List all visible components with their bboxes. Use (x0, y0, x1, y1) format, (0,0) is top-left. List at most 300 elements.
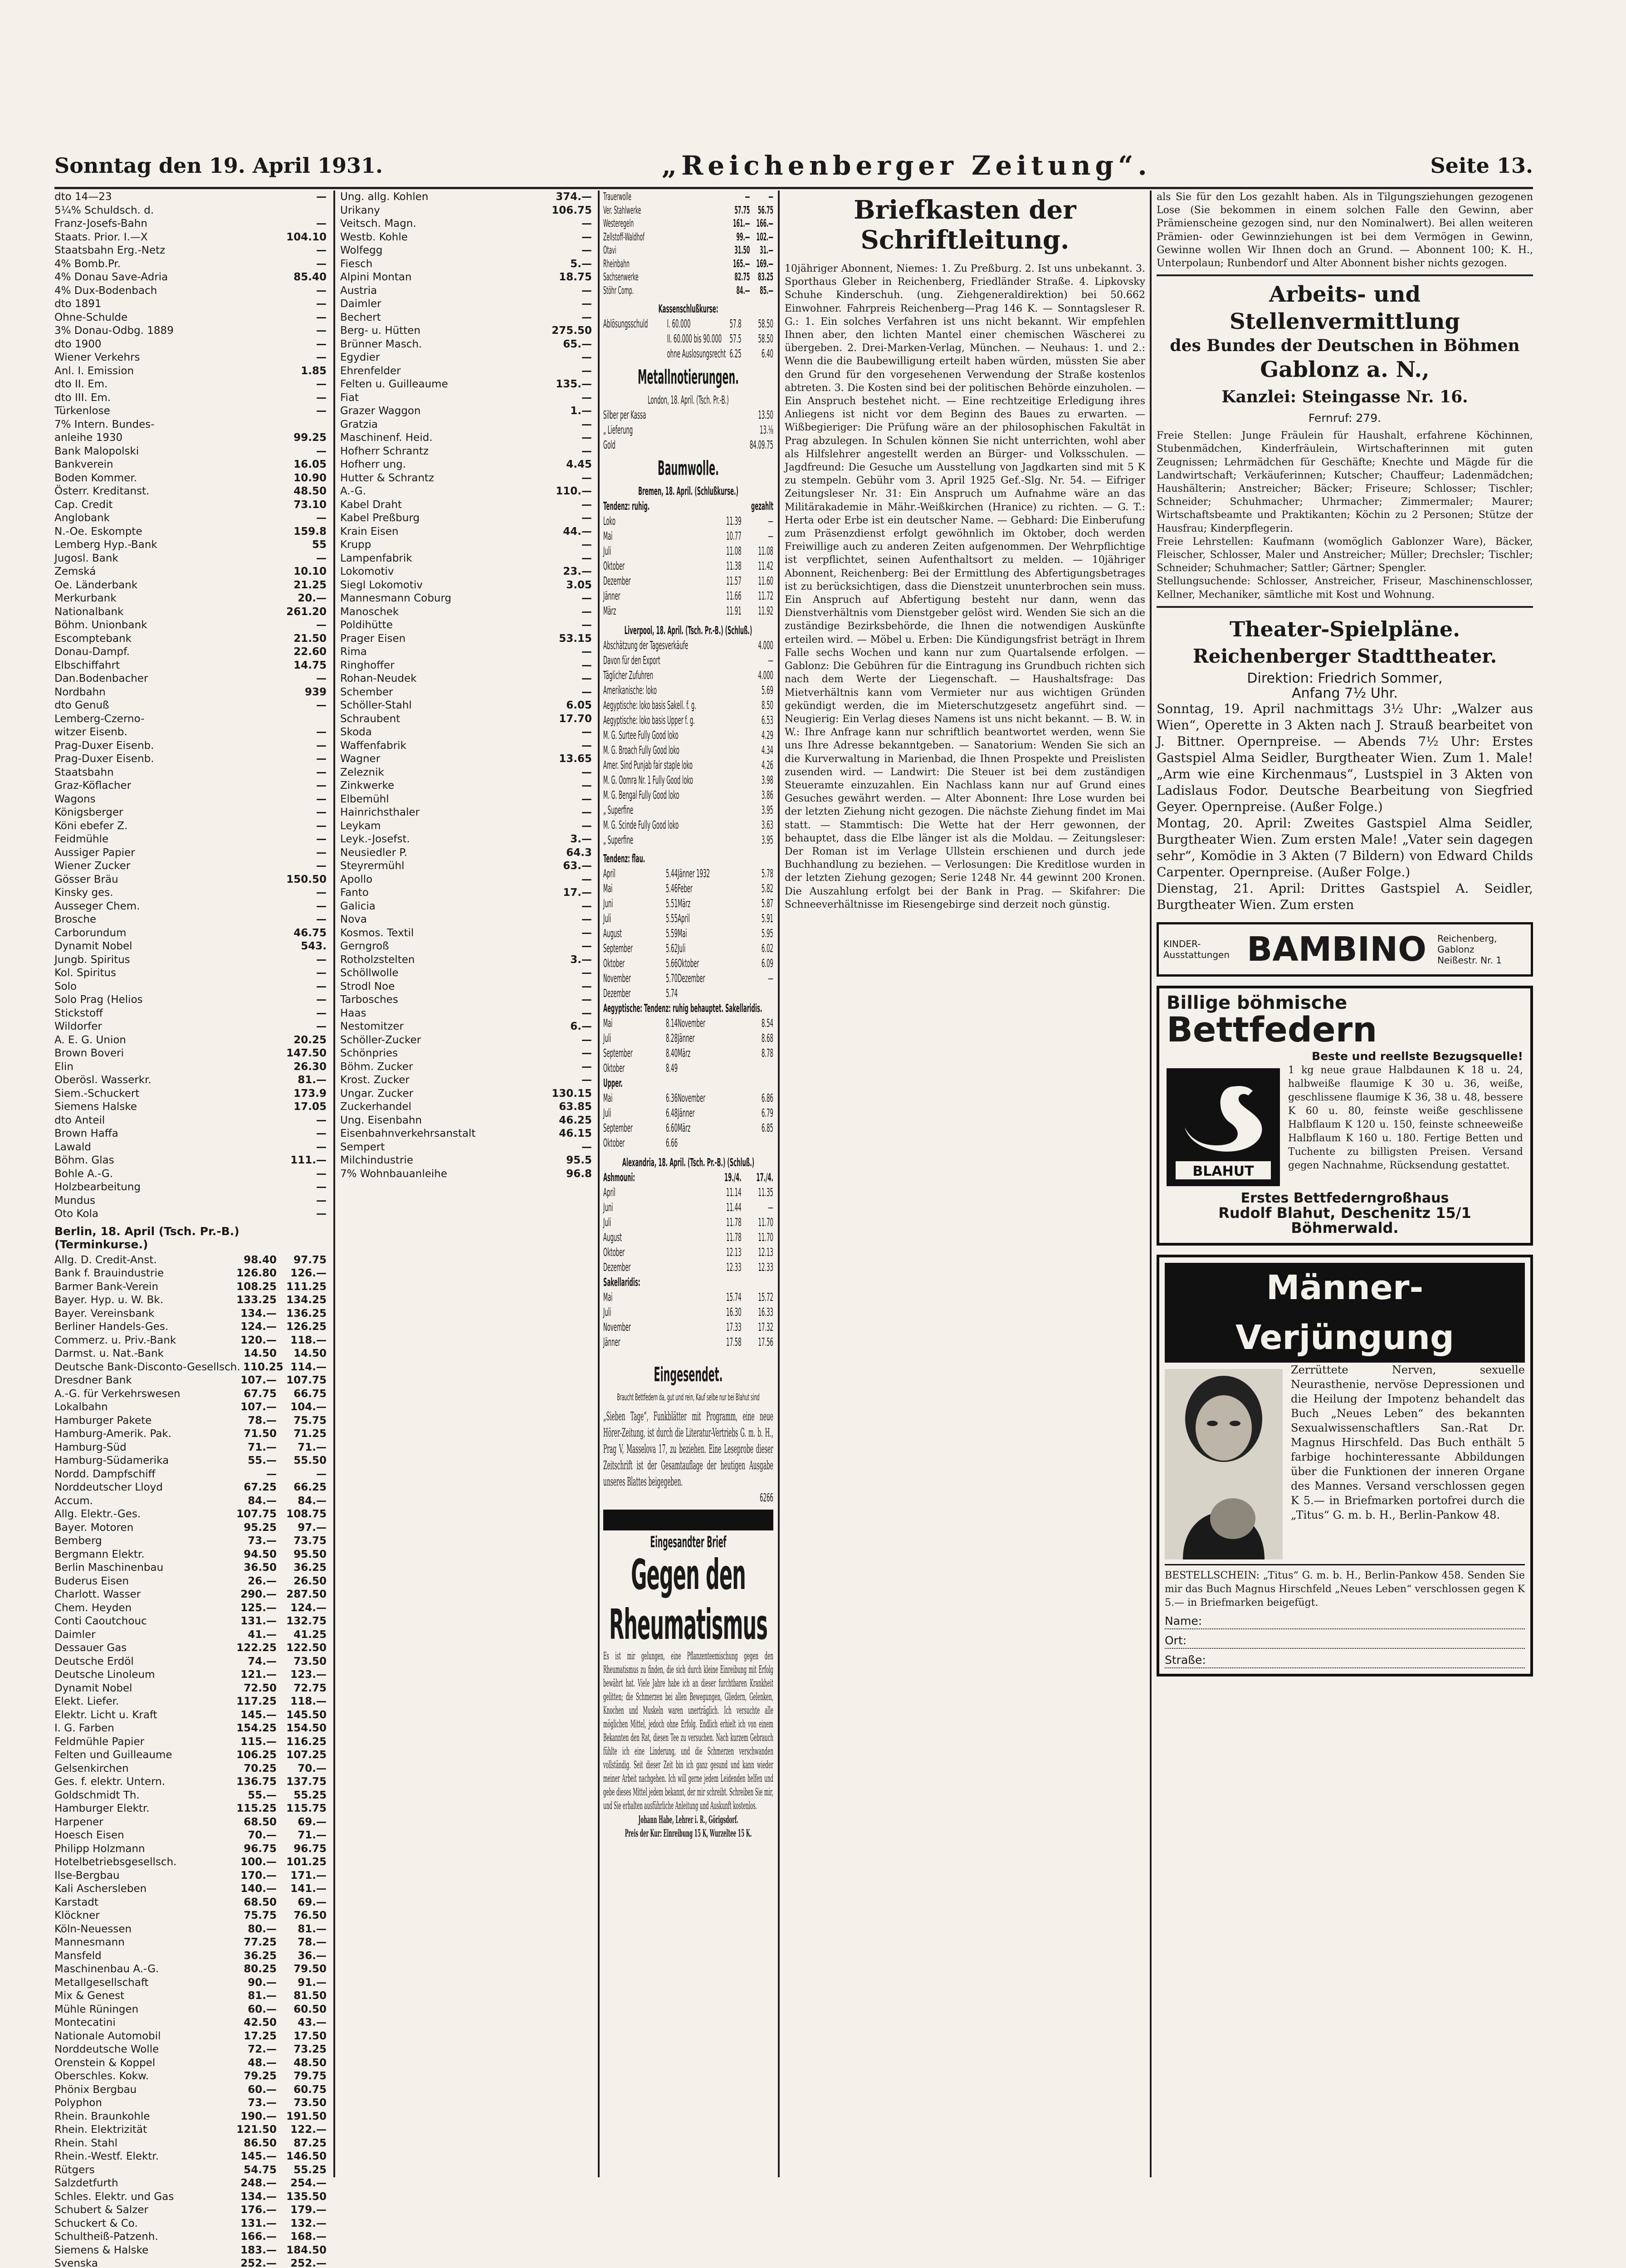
quote-value: — (542, 284, 592, 298)
quote-value: 90.— (227, 1976, 277, 1990)
quote-value: 69.— (277, 1896, 327, 1910)
quote-name: Zinkwerke (340, 779, 542, 793)
quote-row (54, 2016, 327, 2030)
quote-name: Brosche (54, 913, 277, 927)
quote-row (54, 1709, 327, 1722)
metall-title: Metallnotierungen. (603, 366, 773, 389)
quote-row (54, 1775, 327, 1789)
quote-value: März (678, 896, 742, 911)
quote-row (54, 2003, 327, 2017)
quote-value: 5.70 (646, 971, 678, 986)
quote-name: dto 14—23 (54, 191, 277, 204)
quote-row (603, 698, 773, 713)
quote-value: — (277, 1207, 327, 1221)
quote-value: — (542, 552, 592, 566)
quote-name: Carborundum (54, 927, 277, 940)
swan-label: BLAHUT (1167, 1163, 1280, 1179)
quote-name: Sempert (340, 1141, 542, 1154)
quote-value: — (277, 512, 327, 525)
quote-row (54, 793, 327, 807)
quote-value: 104.10 (277, 231, 327, 244)
quote-name: Österr. Kreditanst. (54, 485, 277, 499)
quote-name: Aussiger Papier (54, 846, 277, 860)
quote-row (54, 191, 327, 204)
quote-name: Neusiedler P. (340, 846, 542, 860)
quote-name: Milchindustrie (340, 1154, 542, 1168)
form-strasse-field[interactable]: Straße: (1165, 1652, 1525, 1668)
quote-value: 17.58 (709, 1334, 741, 1349)
quote-value: 3.86 (742, 787, 773, 802)
quote-value: 107.25 (277, 1749, 327, 1762)
quote-name: Strodl Noe (340, 980, 542, 994)
quote-name: Rohan-Neudek (340, 672, 542, 686)
quote-value: 134.— (227, 1307, 277, 1321)
quote-value (742, 986, 773, 1001)
quote-row (603, 758, 773, 772)
quote-value: 135.— (542, 378, 592, 391)
quote-row (54, 1495, 327, 1508)
quote-value: 55 (277, 538, 327, 552)
quote-row (54, 686, 327, 699)
quote-name: Rhein. Elektrizität (54, 2123, 227, 2137)
quote-row (54, 204, 327, 218)
bremen-head-b: gezahlt (742, 499, 773, 513)
quote-value: 71.50 (227, 1427, 277, 1441)
quote-name: dto 1900 (54, 338, 277, 352)
quote-row (340, 686, 592, 699)
masthead: „Reichenberger Zeitung“. (662, 150, 1152, 181)
quote-value: 136.75 (227, 1775, 277, 1789)
briefkasten-body: 10jähriger Abonnent, Niemes: 1. Zu Preßburg. 2. Ist uns unbekannt. 3. Sporthaus Gleber in Reichenberg, Friedländer Straße. 4. Lipkovsky Schuhe Kinderschuh. (ung. Ziehgeneraldirektion) bei 50.662 Einwohner. Fahrpreis Reichenberg—Prag 146 K. — Sonntagsleser R. G.: 1. Ein solches Verfahren ist uns nicht bekannt. Wir empfehlen Ihnen aber, den lichten Mantel einer chemischen Wäscherei zu übergeben. 2. Drei-Marken-Verlag, München. — Neuhaus: 1. und 2.: Wenn die die Baubewilligung erteilt haben würden, müssten Sie aber den Grund für den vorgesehenen Verwendung der Straße kostenlos abtreten. 3. Die Kosten sind bei der politischen Behörde einzuholen. — Ein Anspruch bestehet nicht. — Eine rechtzeitige Erledigung ihres Anliegens ist nicht vor dem Beginn des Baues zu erwarten. — Wißbegieriger: Die Prüfung wäre an der philosophischen Fakultät in Prag abzulegen. In Schulen können Sie nicht unterrichten, wohl aber als Hilfslehrer angestellt werden an Bürger- und Volksschulen. — Jagdfreund: Die Gesuche um Ausstellung von Jagdkarten sind mit 5 K zu stempeln. Gebühr vom 3. April 1925 Gef.-Slg. Nr. 54. — Eifriger Zeitungsleser Nr. 31: Ein Anspruch um Aufnahme wäre an das Militärakademie in Mähr.-Weißkirchen (Hranice) zu richten. — G. T.: Herta oder Erbe ist ein deutscher Name. — Gebhard: Die Einberufung zum Präsenzdienst erfolgt gewöhnlich im Oktober, doch werden Freiwillige auch zu anderen Zeiten aufgenommen. Der Wehrpflichtige ist verpflichtet, seinen Aufenthaltsort zu melden. — 10jähriger Abonnent, Reichenberg: Bei der Ermittlung des Abfertigungsbetrages ist zu berücksichtigen, dass die Dienstzeit ununterbrochen sein muss. Ein Anspruch auf Abfertigung besteht nur dann, wenn das Dienstverhältnis vom Dienstgeber gelöst wird. Wenden Sie sich an die zuständige Bezirksbehörde, die Ihnen die notwendigen Auskünfte erteilen wird. — Möbel u. Erben: Die Kündigungsfrist beträgt in Ihrem Falle sechs Wochen und kann nur zum Quartalsende erfolgen. — Gablonz: Die Gebühren für die Eintragung ins Grundbuch richten sich nach dem Werte der Liegenschaft. — Haushaltsfrage: Das Mietverhältnis kann vom Vermieter nur aus wichtigen Gründen gekündigt werden, die im Mieterschutzgesetz angeführt sind. — Neugierig: Ein Verlag dieses Namens ist uns nicht bekannt. — B. W. in W.: Ihre Anfrage kann nur schriftlich beantwortet werden, wenn Sie uns Ihre Adresse bekanntgeben. — Sanatorium: Wenden Sie sich an die Kurverwaltung in Marienbad, die Ihnen Prospekte und Preislisten zusenden wird. — Landwirt: Die Steuer ist bei dem zuständigen Steueramte einzuzahlen. Ein Nachlass kann nur auf Grund eines Gesuches gewährt werden. — Alter Abonnent: Ihre Lose wurden bei der letzten Ziehung nicht gezogen. Die nächste Ziehung findet im Mai statt. — Stammtisch: Die Wette hat der Herr gewonnen, der behauptet, dass die Elbe länger ist als die Moldau. — Zeitungsleser: Der Roman ist im Verlage Ullstein erschienen und durch jede Buchhandlung zu beziehen. — Verlosungen: Die Kreditlose wurden in der letzten Ziehung gezogen; Serie 1248 Nr. 44 gewinnt 200 Kronen. Die Auszahlung erfolgt bei der Bank in Prag. — Skifahrer: Die Schneeverhältnisse im Riesengebirge sind derzeit noch günstig. (785, 262, 1145, 911)
quote-row (603, 802, 773, 817)
quote-value (678, 986, 742, 1001)
quote-name: Oktober (603, 956, 646, 971)
quote-row (54, 1034, 327, 1047)
quote-name: Allg. Elektr.-Ges. (54, 1508, 227, 1521)
quote-row (603, 1185, 773, 1200)
quote-name: Köln-Neuessen (54, 1923, 227, 1936)
quote-name: Boden Kommer. (54, 472, 277, 485)
quote-value: 5.78 (742, 866, 773, 881)
quote-value: 3.05 (542, 579, 592, 592)
quote-row (603, 1031, 773, 1046)
quote-value: 6.53 (742, 713, 773, 728)
quote-value: 11.92 (742, 603, 773, 618)
quote-name: Türkenlose (54, 405, 277, 418)
quote-value: 118.— (277, 1695, 327, 1709)
quote-row (54, 993, 327, 1007)
quote-value: — (542, 900, 592, 914)
quote-value: Jänner (678, 1105, 742, 1120)
quote-row (603, 638, 773, 653)
quote-name: April (603, 866, 646, 881)
quote-value: April (678, 911, 742, 926)
quote-value (277, 418, 327, 432)
quote-value: 116.25 (277, 1735, 327, 1749)
quote-value: 5.46 (646, 881, 678, 896)
quote-name: Dessauer Gas (54, 1642, 227, 1655)
quote-value: 75.75 (227, 1909, 277, 1923)
quote-name: Hamburger Pakete (54, 1414, 227, 1428)
quote-name: Juli (603, 1105, 646, 1120)
quote-name: Nordd. Dampfschiff (54, 1468, 227, 1481)
quote-value: — (542, 686, 592, 699)
quote-name: Rhein.-Westf. Elektr. (54, 2150, 227, 2164)
bett-body: 1 kg neue graue Halbdaunen K 18 u. 24, halbweiße flaumige K 30 u. 36, weiße, geschlissene flaumige K 36, 38 u. 48, bessere K 60 u. 80, feinste weiße geschlissene Halbflaum K 120 u. 150, feinste schneeweiße Halbflaum K 160 u. 180. Fertige Betten und Tuchente zu billigsten Preisen. Versand gegen Nachnahme, Rücksendung gestattet. (1167, 1064, 1523, 1173)
quote-row (603, 941, 773, 956)
quote-value: 99.25 (277, 431, 327, 445)
quote-row (54, 1401, 327, 1414)
quote-value: — (277, 1020, 327, 1034)
quote-value: 3.95 (742, 832, 773, 847)
quote-row (54, 1454, 327, 1468)
page-number: Seite 13. (1430, 153, 1533, 178)
quote-value: 48.50 (277, 2057, 327, 2070)
quote-row (54, 1749, 327, 1762)
quote-name: Darmst. u. Nat.-Bank (54, 1347, 227, 1361)
quote-name: Zellstoff-Waldhof (603, 231, 727, 244)
quote-row (54, 1294, 327, 1307)
quote-row (340, 378, 592, 391)
quote-value: 96.75 (227, 1843, 277, 1856)
quote-value: — (277, 980, 327, 994)
quote-value: 161.— (727, 217, 750, 231)
quote-value: — (542, 431, 592, 445)
quote-name: Täglicher Zufuhren (603, 668, 742, 683)
quote-row (54, 1334, 327, 1348)
upper-title: Upper. (603, 1075, 773, 1090)
quote-row (340, 592, 592, 606)
quote-row (340, 713, 592, 726)
quote-name: A.-G. (340, 485, 542, 499)
stellungsuchende: Stellungsuchende: Schlosser, Anstreicher, Friseur, Maschinenschlosser, Kellner, Mechaniker, sämtliche mit Kost und Wohnung. (1157, 575, 1533, 601)
quote-row (603, 1016, 773, 1031)
quote-name: Zeleznik (340, 766, 542, 780)
quote-name: Zuckerhandel (340, 1100, 542, 1114)
quote-name: M. G. Oomra Nr. 1 Fully Good loko (603, 772, 742, 787)
quote-row (54, 1441, 327, 1455)
quote-value: Jänner 1932 (678, 866, 742, 881)
quote-value: 72.75 (277, 1682, 327, 1696)
quote-value: 12.13 (709, 1245, 741, 1260)
quote-name: Escomptebank (54, 632, 277, 646)
quote-row (603, 1061, 773, 1075)
quote-name: Hoesch Eisen (54, 1829, 227, 1843)
quote-row (54, 927, 327, 940)
quote-value: 83.25 (750, 271, 773, 284)
quote-value: 17.70 (542, 713, 592, 726)
quote-name: Schöller-Zucker (340, 1034, 542, 1047)
quote-value: — (277, 820, 327, 833)
quote-value: 146.50 (277, 2150, 327, 2164)
quote-value: 11.38 (709, 558, 741, 573)
quote-name: Oe. Länderbank (54, 579, 277, 592)
quote-value: — (542, 311, 592, 325)
quote-name: Juli (603, 543, 709, 558)
sakell-title: Aegyptische: Tendenz: ruhig behauptet. Sakellaridis. (603, 1001, 773, 1016)
quote-name: Stöhr Comp. (603, 284, 727, 298)
rheuma-price: Preis der Kur: Einreibung 15 K, Wurzeltee 15 K. (603, 1827, 773, 1840)
quote-name: Mai (603, 1290, 709, 1305)
quote-value: 46.15 (542, 1127, 592, 1141)
quote-value: 26.50 (277, 1575, 327, 1589)
quote-name: Nova (340, 913, 542, 927)
quote-value: — (277, 284, 327, 298)
quote-row (54, 2097, 327, 2110)
form-ort-field[interactable]: Ort: (1165, 1633, 1525, 1649)
quote-value: 111.25 (277, 1281, 327, 1294)
quote-row (340, 405, 592, 418)
quote-value: Feber (678, 881, 742, 896)
quote-value: 54.75 (227, 2164, 277, 2177)
quote-name: Hofherr ung. (340, 458, 542, 472)
quote-row (54, 1267, 327, 1281)
quote-row (54, 2190, 327, 2204)
quote-name: Wildorfer (54, 1020, 277, 1034)
quote-row (54, 1695, 327, 1709)
quote-row (54, 418, 327, 432)
quote-name: Rheinbahn (603, 258, 727, 271)
quote-row (603, 956, 773, 971)
quote-name: 7% Intern. Bundes- (54, 418, 277, 432)
quote-value: — (542, 351, 592, 365)
quote-value: 31.50 (727, 244, 750, 258)
quote-row (54, 1548, 327, 1562)
quote-name: Gold (603, 437, 742, 452)
quote-value (678, 1061, 742, 1075)
quote-name: Rotholzstelten (340, 953, 542, 967)
page-header (54, 145, 1533, 186)
quote-value: 5.59 (646, 926, 678, 941)
quote-row (340, 913, 592, 927)
quote-row (54, 1843, 327, 1856)
quote-name: Apollo (340, 873, 542, 887)
alex-head-label: Ashmouni: (603, 1170, 709, 1185)
quote-row (340, 418, 592, 432)
quote-name: dto III. Em. (54, 391, 277, 405)
liverpool-title: Liverpool, 18. April. (Tsch. Pr.-B.) (Schluß.) (603, 623, 773, 638)
quote-value: 53.15 (542, 632, 592, 646)
quote-value: 65.— (542, 338, 592, 352)
quote-value: — (542, 873, 592, 887)
quote-row (54, 231, 327, 244)
quote-name (603, 331, 667, 346)
quote-value: 44.— (542, 525, 592, 539)
quote-name: Hofherr Schrantz (340, 445, 542, 459)
quote-value: 10.10 (277, 565, 327, 579)
quote-row (54, 1254, 327, 1267)
quote-row (54, 1181, 327, 1194)
quote-name: Juni (603, 1200, 709, 1215)
quote-row (54, 284, 327, 298)
quote-row (603, 573, 773, 588)
quote-row (54, 2137, 327, 2151)
quote-value: 121.— (227, 1668, 277, 1682)
quote-name: Donau-Dampf. (54, 645, 277, 659)
quote-row (54, 953, 327, 967)
quote-row (603, 204, 773, 218)
quote-row (54, 753, 327, 766)
quote-row (54, 672, 327, 686)
quote-value: 48.— (227, 2057, 277, 2070)
quote-value: 6.02 (742, 941, 773, 956)
quote-name: Juli (603, 1215, 709, 1230)
quote-name: Schuckert & Co. (54, 2217, 227, 2231)
quote-row (340, 431, 592, 445)
quote-name: Ilse-Bergbau (54, 1869, 227, 1883)
quote-value: — (542, 445, 592, 459)
quote-value: — (277, 191, 327, 204)
quote-row (603, 217, 773, 231)
quote-value: 121.50 (227, 2123, 277, 2137)
quote-row (340, 1047, 592, 1061)
quote-row (54, 967, 327, 980)
quote-name: Mai (603, 1090, 646, 1105)
quote-row (54, 860, 327, 873)
quote-row (54, 2030, 327, 2043)
quote-row (54, 1087, 327, 1101)
quote-row (54, 645, 327, 659)
bett-line1: Billige böhmische (1167, 996, 1523, 1011)
quote-row (54, 311, 327, 325)
quote-name: Alpini Montan (340, 271, 542, 284)
quote-value: 11.66 (709, 588, 741, 603)
metall-date: London, 18. April. (Tsch. Pr.-B.) (603, 392, 773, 407)
quote-row (603, 668, 773, 683)
quote-value: 5.— (542, 258, 592, 271)
quote-row (54, 458, 327, 472)
quote-name: Lemberg-Czerno- (54, 713, 277, 726)
quote-row (54, 1909, 327, 1923)
quote-value: 55.25 (277, 1789, 327, 1803)
quote-value: 17.33 (709, 1320, 741, 1334)
quote-value: 14.50 (277, 1347, 327, 1361)
quote-row (603, 896, 773, 911)
quote-value: 70.— (277, 1762, 327, 1776)
quote-value: 77.25 (227, 1936, 277, 1950)
quote-name: Norddeutscher Lloyd (54, 1481, 227, 1495)
briefkasten-title: Briefkasten der Schriftleitung. (785, 195, 1145, 255)
quote-row (54, 739, 327, 753)
quote-value: — (277, 298, 327, 311)
quote-value: 3.98 (742, 772, 773, 787)
quote-value: — (742, 653, 773, 668)
form-name-field[interactable]: Name: (1165, 1613, 1525, 1629)
quote-value: 173.9 (277, 1087, 327, 1101)
freie-stellen: Freie Stellen: Junge Fräulein für Haushalt, erfahrene Köchinnen, Stubenmädchen, Kinderfräulein, Wirtschafterinnen mit guten Zeugnissen; Lehrmädchen für Geschäfte; Knechte und Mägde für die Landwirtschaft; Verkäuferinnen; Kutscher; Chauffeur; Ladenmädchen; Haushälterin; Anstreicher; Bäcker; Friseure; Schlosser; Tischler; Schneider; Schuhmacher; Uhrmacher; Zimmermaler; Maurer; Wirtschaftsbeamte und Praktikanten; Köchin zu 2 Personen; Stütze der Hausfrau; Kinderpflegerin. (1157, 429, 1533, 535)
quote-name: Oktober (603, 558, 709, 573)
quote-value: 16.05 (277, 458, 327, 472)
bestellschein-text: BESTELLSCHEIN: „Titus“ G. m. b. H., Berlin-Pankow 458. Senden Sie mir das Buch Magnus Hirschfeld „Neues Leben“ verschlossen gegen K 5.— in Briefmarken beigefügt. (1165, 1569, 1525, 1610)
quote-name: Schultheiß-Patzenh. (54, 2230, 227, 2244)
quote-row (603, 231, 773, 244)
alex-head-b: 17./4. (742, 1170, 773, 1185)
quote-row (54, 405, 327, 418)
bett-footer1: Erstes Bettfederngroßhaus (1167, 1191, 1523, 1206)
quote-row (340, 391, 592, 405)
quote-name: Gelsenkirchen (54, 1762, 227, 1776)
quote-value: 543. (277, 940, 327, 953)
quote-row (54, 1789, 327, 1803)
quote-value: — (277, 833, 327, 846)
berlin-title: Berlin, 18. April (Tsch. Pr.-B.) (Terminkurse.) (54, 1225, 327, 1251)
quote-value: — (277, 258, 327, 271)
quote-value: 72.50 (227, 1682, 277, 1696)
quote-row (340, 967, 592, 980)
quote-value: — (277, 1194, 327, 1208)
quote-row (54, 1194, 327, 1208)
quote-row (340, 1074, 592, 1087)
quote-value: — (277, 351, 327, 365)
quote-row (603, 728, 773, 743)
quote-name: Böhm. Unionbank (54, 619, 277, 632)
quote-name: Wiener Zucker (54, 860, 277, 873)
quote-name: Loko (603, 513, 709, 528)
quote-row (54, 1602, 327, 1615)
quote-row (54, 485, 327, 499)
quote-row (54, 2244, 327, 2258)
quote-row (340, 726, 592, 739)
quote-value: 73.— (227, 1535, 277, 1548)
quote-value: 374.— (542, 191, 592, 204)
quote-value: 84.— (277, 1495, 327, 1508)
column-4 (785, 191, 1145, 2177)
quote-row (603, 1090, 773, 1105)
quote-value: — (542, 1141, 592, 1154)
quote-name: Brown Haffa (54, 1127, 277, 1141)
quote-name: dto Anteil (54, 1114, 277, 1128)
quote-value: 191.50 (277, 2110, 327, 2124)
quote-value: 75.75 (277, 1414, 327, 1428)
quote-name: Merkurbank (54, 592, 277, 606)
quote-name: Bank f. Brauindustrie (54, 1267, 227, 1281)
quote-value: 4.000 (742, 668, 773, 683)
quote-value: — (277, 846, 327, 860)
quote-name: dto Genuß (54, 699, 277, 713)
quote-value: 76.50 (277, 1909, 327, 1923)
quote-row (340, 645, 592, 659)
quote-row (340, 1020, 592, 1034)
quote-name: Rütgers (54, 2164, 227, 2177)
quote-row (54, 940, 327, 953)
quote-row (340, 538, 592, 552)
quote-row (54, 2110, 327, 2124)
quote-value: — (542, 365, 592, 378)
quote-name: Hamburg-Südamerika (54, 1454, 227, 1468)
quote-value: 123.— (277, 1668, 327, 1682)
quote-value: — (277, 739, 327, 753)
quote-row (340, 806, 592, 820)
quote-name: Juli (603, 1305, 709, 1320)
quote-row (340, 258, 592, 271)
quote-value: — (542, 538, 592, 552)
quote-row (54, 913, 327, 927)
quote-value: — (542, 927, 592, 940)
quote-name: November (603, 1320, 709, 1334)
quote-value: 64.3 (542, 846, 592, 860)
quote-value: 17.— (542, 886, 592, 900)
quote-name: Königsberger (54, 806, 277, 820)
quote-value: — (227, 1468, 277, 1481)
quote-value: 159.8 (277, 525, 327, 539)
quote-value: 13.⅛ (742, 422, 773, 437)
quote-value: — (542, 298, 592, 311)
quote-name: Brown Boveri (54, 1047, 277, 1061)
quote-name: Solo Prag (Helios (54, 993, 277, 1007)
quote-row (340, 632, 592, 646)
rheuma-title: Gegen den Rheumatismus (603, 1550, 773, 1650)
quote-value: 95.50 (277, 1548, 327, 1562)
